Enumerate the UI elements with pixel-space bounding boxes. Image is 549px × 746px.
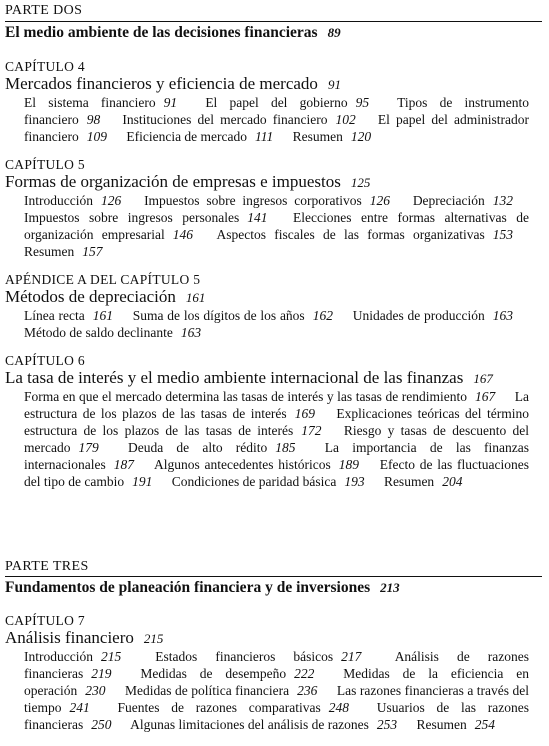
chapter-entries	[24, 307, 529, 341]
entry-title: Línea recta	[24, 308, 85, 323]
entry-title: Tipos de instrumento financiero	[24, 95, 530, 127]
entry-page-number: 111	[255, 129, 274, 144]
chapter-title-text: Análisis financiero	[5, 628, 134, 647]
toc-entry[interactable]	[24, 308, 129, 323]
entry-page-number: 102	[335, 112, 356, 127]
part-label: PARTE DOS	[5, 3, 83, 18]
entry-page-number: 157	[82, 244, 103, 259]
entry-page-number: 191	[132, 474, 153, 489]
entry-page-number: 215	[100, 649, 122, 664]
entry-title: Impuestos sobre ingresos personales	[24, 210, 240, 225]
entry-page-number: 120	[350, 129, 372, 144]
entry-title: Medidas de la eficiencia en operación	[24, 666, 529, 698]
part-divider	[5, 21, 542, 22]
toc-entry[interactable]	[125, 683, 333, 698]
toc-entry[interactable]	[122, 112, 371, 127]
entry-page-number: 193	[344, 474, 365, 489]
chapter-title-text: Formas de organización de empresas e impuestos	[5, 172, 341, 191]
entry-page-number: 217	[341, 649, 362, 664]
entry-page-number: 254	[474, 717, 496, 732]
entry-title: El papel del administrador financiero	[24, 112, 529, 144]
entry-page-number: 132	[492, 193, 514, 208]
toc-entry[interactable]	[24, 210, 284, 225]
part-divider	[5, 576, 542, 577]
entry-title: Resumen	[383, 474, 435, 489]
entry-title: Resumen	[24, 244, 75, 259]
entry-title: Algunos antecedentes históricos	[154, 457, 331, 472]
entry-page-number: 222	[294, 666, 315, 681]
entry-title: Eficiencia de mercado	[126, 129, 248, 144]
toc-entry[interactable]	[353, 308, 529, 323]
entry-page-number: 250	[91, 717, 112, 732]
entry-page-number: 185	[275, 440, 296, 455]
toc-entry[interactable]	[140, 666, 330, 681]
entry-page-number: 204	[442, 474, 463, 489]
entry-page-number: 91	[163, 95, 178, 110]
part-page-number: 89	[327, 25, 341, 40]
chapter-title-text: La tasa de interés y el medio ambiente internacional de las finanzas	[5, 368, 464, 387]
entry-page-number: 241	[69, 700, 90, 715]
toc-entry[interactable]	[130, 717, 413, 732]
chapter-entries	[24, 388, 529, 490]
entry-page-number: 253	[376, 717, 398, 732]
chapter-page-number: 91	[327, 77, 341, 92]
toc-entry[interactable]	[413, 193, 529, 208]
chapter-title	[5, 172, 370, 192]
entry-title: Introducción	[24, 649, 93, 664]
chapter-title	[5, 74, 341, 94]
chapter-label: CAPÍTULO 7	[5, 613, 85, 628]
entry-page-number: 141	[247, 210, 268, 225]
entry-title: Condiciones de paridad básica	[171, 474, 337, 489]
entry-title: Forma en que el mercado determina las tasas de interés y las tasas de rendimiento	[24, 389, 467, 404]
entry-page-number: 230	[85, 683, 106, 698]
entry-title: Suma de los dígitos de los años	[132, 308, 305, 323]
entry-page-number: 248	[328, 700, 349, 715]
entry-page-number: 146	[172, 227, 193, 242]
entry-page-number: 236	[297, 683, 318, 698]
entry-title: Unidades de producción	[352, 308, 485, 323]
entry-page-number: 162	[312, 308, 333, 323]
entry-page-number: 153	[492, 227, 513, 242]
entry-title: Elecciones entre formas alternativas de organización empresarial	[24, 210, 529, 242]
entry-title: Aspectos fiscales de las formas organizativas	[216, 227, 485, 242]
toc-entry[interactable]	[205, 95, 385, 110]
part-label: PARTE TRES	[5, 559, 89, 574]
toc-entry[interactable]	[216, 227, 529, 242]
entry-title: Efecto de las fluctuaciones del tipo de cambio	[24, 457, 529, 489]
toc-entry[interactable]	[155, 649, 377, 664]
entry-title: Estados financieros básicos	[155, 649, 334, 664]
entry-title: Impuestos sobre ingresos corporativos	[144, 193, 362, 208]
toc-entry[interactable]	[126, 129, 289, 144]
toc-entry[interactable]	[24, 389, 511, 404]
entry-title: Medidas de política financiera	[124, 683, 290, 698]
entry-page-number: 163	[180, 325, 202, 340]
toc-entry[interactable]	[133, 308, 349, 323]
entry-title: Deuda de alto rédito	[127, 440, 268, 455]
toc-entry[interactable]	[118, 700, 365, 715]
toc-entry[interactable]	[24, 244, 119, 259]
entry-page-number: 167	[474, 389, 496, 404]
toc-entry[interactable]	[128, 440, 312, 455]
chapter-entries	[24, 192, 529, 260]
entry-title: Explicaciones teóricas del término estructura de los plazos de las tasas de interés	[24, 406, 530, 438]
chapter-label: CAPÍTULO 5	[5, 157, 85, 172]
entry-page-number: 163	[492, 308, 514, 323]
entry-title: Fuentes de razones comparativas	[117, 700, 321, 715]
entry-title: El papel del gobierno	[205, 95, 348, 110]
toc-entry[interactable]	[24, 649, 137, 664]
chapter-page-number: 161	[185, 290, 206, 305]
part-title	[5, 24, 341, 42]
chapter-title	[5, 628, 163, 648]
entry-title: Introducción	[24, 193, 93, 208]
toc-entry[interactable]	[24, 95, 193, 110]
toc-entry[interactable]	[24, 325, 217, 340]
entry-title: Medidas de desempeño	[140, 666, 287, 681]
chapter-title-text: Mercados financieros y eficiencia de mercado	[5, 74, 318, 93]
toc-entry[interactable]	[417, 717, 512, 732]
toc-entry[interactable]	[384, 474, 479, 489]
part-title-text: Fundamentos de planeación financiera y de inversiones	[5, 579, 371, 596]
entry-title: Método de saldo declinante	[24, 325, 173, 340]
entry-title: Depreciación	[412, 193, 485, 208]
chapter-title-text: Métodos de depreciación	[5, 287, 176, 306]
chapter-page-number: 215	[143, 631, 164, 646]
part-page-number: 213	[380, 580, 400, 595]
entry-page-number: 189	[338, 457, 359, 472]
entry-title: El sistema financiero	[24, 95, 156, 110]
entry-title: Algunas limitaciones del análisis de razones	[130, 717, 369, 732]
chapter-entries	[24, 94, 529, 145]
chapter-page-number: 125	[350, 175, 371, 190]
entry-title: Resumen	[416, 717, 467, 732]
entry-title: Las razones financieras a través del tiempo	[24, 683, 530, 715]
chapter-title	[5, 287, 205, 307]
toc-entry[interactable]	[293, 129, 388, 144]
chapter-entries	[24, 648, 529, 733]
entry-title: Resumen	[292, 129, 343, 144]
entry-page-number: 98	[86, 112, 101, 127]
toc-entry[interactable]	[154, 457, 375, 472]
toc-entry[interactable]	[24, 193, 137, 208]
toc-entry[interactable]	[144, 193, 406, 208]
entry-page-number: 95	[355, 95, 370, 110]
part-title	[5, 579, 400, 597]
entry-page-number: 161	[92, 308, 113, 323]
chapter-page-number: 167	[473, 371, 493, 386]
entry-page-number: 126	[100, 193, 122, 208]
entry-page-number: 109	[86, 129, 107, 144]
entry-title: La estructura de los plazos de las tasas de interés	[24, 389, 529, 421]
entry-title: Instituciones del mercado financiero	[122, 112, 328, 127]
part-title-text: El medio ambiente de las decisiones financieras	[5, 24, 318, 41]
entry-title: Análisis de razones financieras	[24, 649, 530, 681]
entry-title: Usuarios de las razones financieras	[24, 700, 529, 732]
entry-page-number: 219	[91, 666, 112, 681]
chapter-label: CAPÍTULO 6	[5, 353, 85, 368]
entry-title: Riesgo y tasas de descuento del mercado	[24, 423, 529, 455]
entry-title: La importancia de las finanzas internacionales	[24, 440, 530, 472]
toc-entry[interactable]	[172, 474, 381, 489]
chapter-label: APÉNDICE A DEL CAPÍTULO 5	[5, 272, 201, 287]
chapter-title	[5, 368, 493, 388]
entry-page-number: 172	[301, 423, 322, 438]
entry-page-number: 169	[294, 406, 315, 421]
entry-page-number: 187	[113, 457, 134, 472]
chapter-label: CAPÍTULO 4	[5, 59, 85, 74]
entry-page-number: 126	[369, 193, 390, 208]
entry-page-number: 179	[78, 440, 99, 455]
